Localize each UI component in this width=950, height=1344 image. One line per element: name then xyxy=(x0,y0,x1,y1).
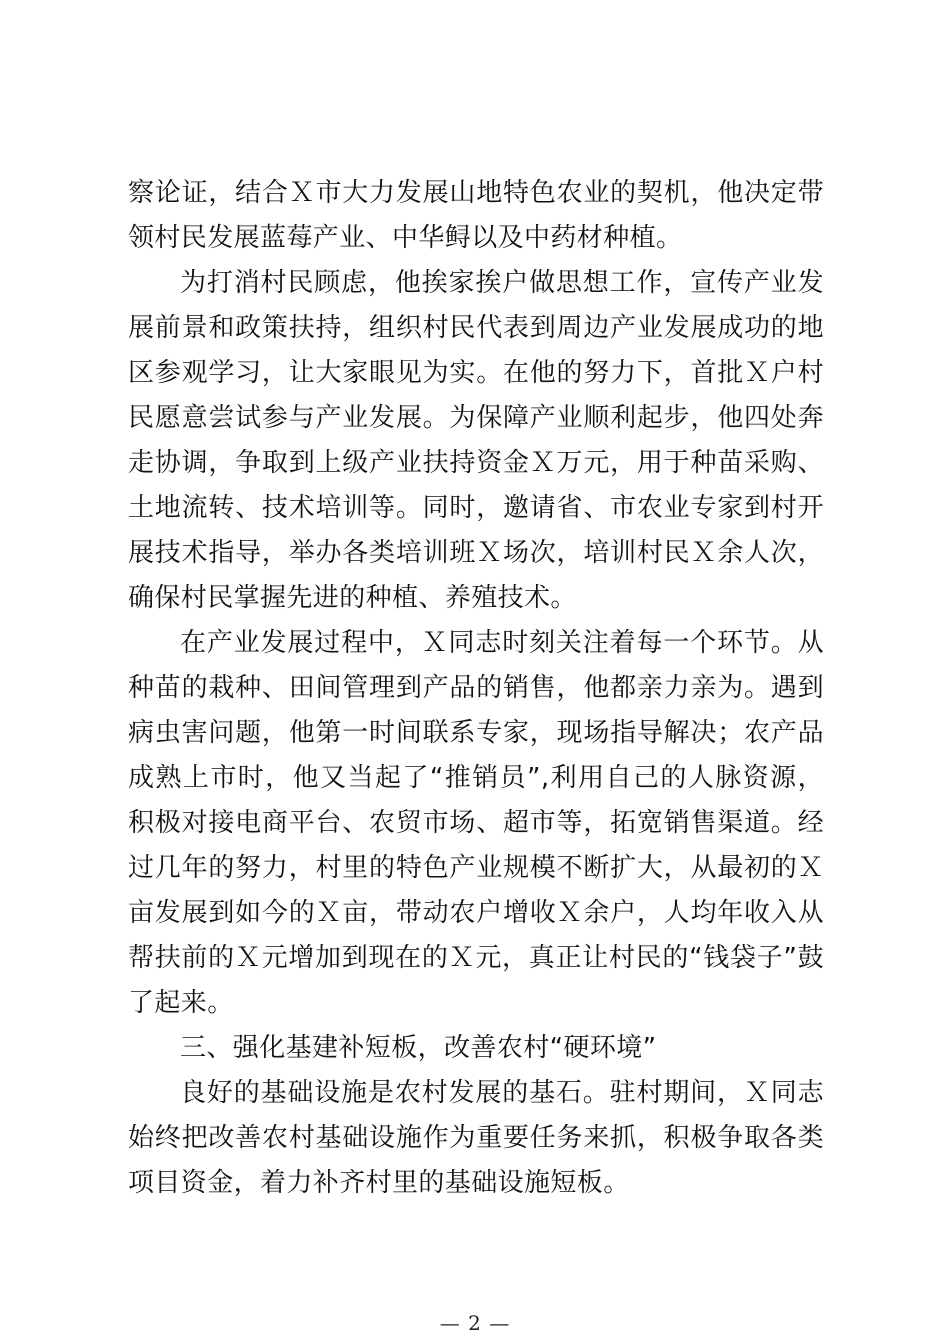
paragraph-infrastructure: 良好的基础设施是农村发展的基石。驻村期间，Ｘ同志始终把改善农村基础设施作为重要任务来抓，积极争取各类项目资金，着力补齐村里的基础设施短板。 xyxy=(128,1078,824,1198)
page-number: — 2 — xyxy=(439,1311,511,1335)
document-body xyxy=(128,171,824,1206)
section-heading: 三、强化基建补短板，改善农村“硬环境” xyxy=(180,1033,657,1063)
paragraph-continuation: 察论证，结合Ｘ市大力发展山地特色农业的契机，他决定带领村民发展蓝莓产业、中华鲟以及中药材种植。 xyxy=(128,178,824,253)
paragraph-industry-development: 在产业发展过程中，Ｘ同志时刻关注着每一个环节。从种苗的栽种、田间管理到产品的销售，他都亲力亲为。遇到病虫害问题，他第一时间联系专家，现场指导解决；农产品成熟上市时，他又当起了“推销员”,利用自己的人脉资源，积极对接电商平台、农贸市场、超市等，拓宽销售渠道。经过几年的努力，村里的特色产业规模不断扩大，从最初的Ｘ亩发展到如今的Ｘ亩，带动农户增收Ｘ余户，人均年收入从帮扶前的Ｘ元增加到现在的Ｘ元，真正让村民的“钱袋子”鼓了起来。 xyxy=(128,628,824,1018)
paragraph-mobilize-villagers: 为打消村民顾虑，他挨家挨户做思想工作，宣传产业发展前景和政策扶持，组织村民代表到周边产业发展成功的地区参观学习，让大家眼见为实。在他的努力下，首批Ｘ户村民愿意尝试参与产业发展。为保障产业顺利起步，他四处奔走协调，争取到上级产业扶持资金Ｘ万元，用于种苗采购、土地流转、技术培训等。同时，邀请省、市农业专家到村开展技术指导，举办各类培训班Ｘ场次，培训村民Ｘ余人次，确保村民掌握先进的种植、养殖技术。 xyxy=(128,268,824,613)
